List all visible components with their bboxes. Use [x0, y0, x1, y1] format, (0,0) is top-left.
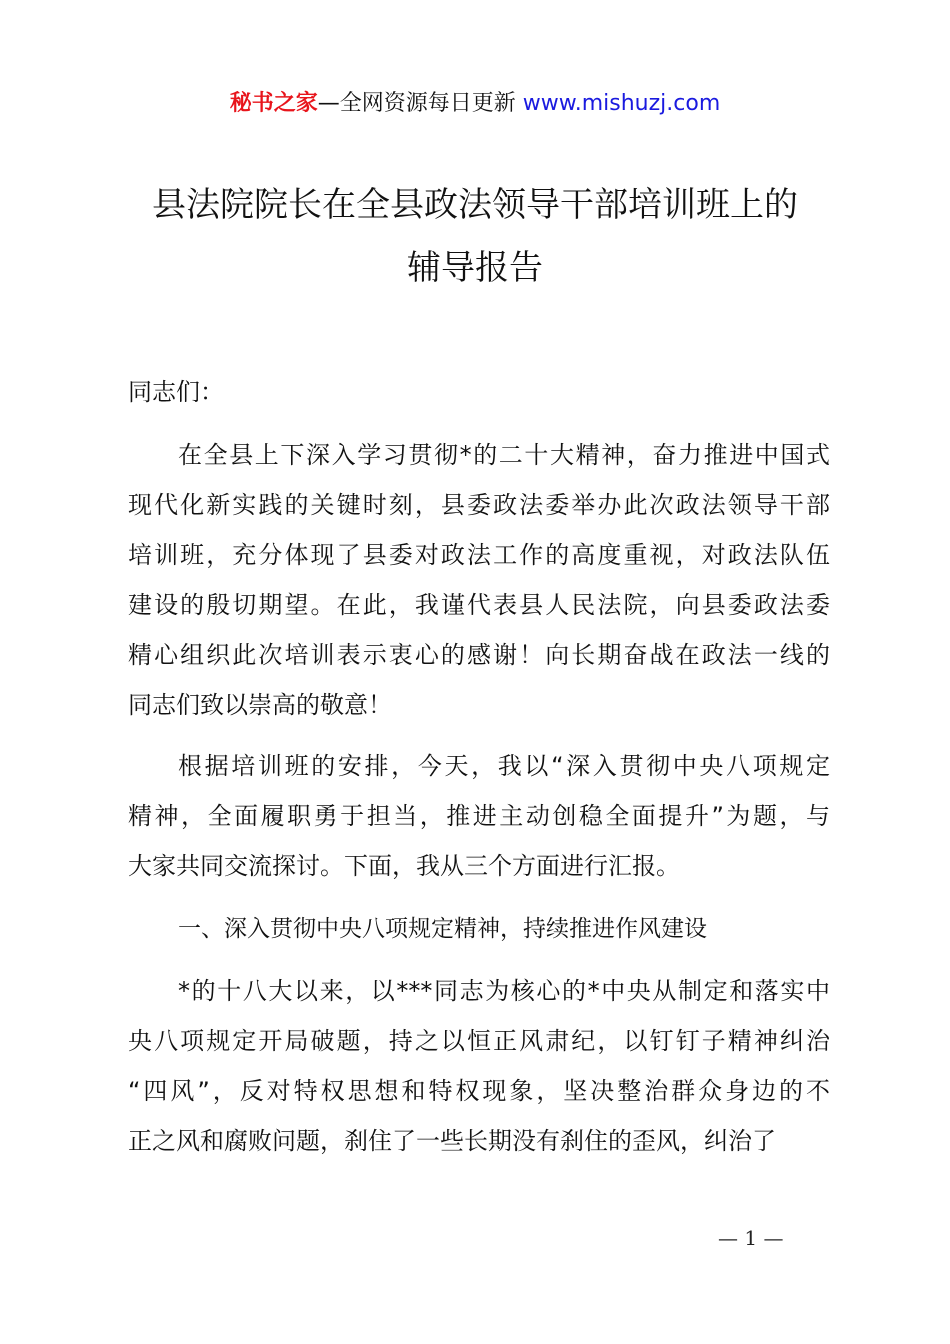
brand-name: 秘书之家 — [229, 91, 318, 116]
text-line: 培训班，充分体现了县委对政法工作的高度重视，对政法队伍 — [128, 541, 830, 569]
paragraph-body — [128, 966, 830, 1166]
text-line: 在全县上下深入学习贯彻*的二十大精神，奋力推进中国式 — [178, 441, 830, 469]
site-url-link[interactable]: www.mishuzj.com — [522, 91, 721, 116]
text-line: 正之风和腐败问题，刹住了一些长期没有刹住的歪风，纠治了 — [128, 1127, 776, 1155]
text-line: 现代化新实践的关键时刻，县委政法委举办此次政法领导干部 — [128, 491, 830, 519]
section-heading-1 — [128, 904, 830, 954]
text-line: 建设的殷切期望。在此，我谨代表县人民法院，向县委政法委 — [128, 591, 830, 619]
text-line: 精神，全面履职勇于担当，推进主动创稳全面提升”为题，与 — [128, 802, 830, 830]
text-line: 根据培训班的安排，今天，我以“深入贯彻中央八项规定 — [178, 752, 830, 780]
header-slogan: —全网资源每日更新 — [317, 91, 516, 116]
document-title-line-2: 辅导报告 — [407, 248, 543, 288]
page-number: — 1 — — [718, 1226, 784, 1250]
text-line: *的十八大以来，以***同志为核心的*中央从制定和落实中 — [178, 977, 830, 1005]
text-line: 同志们致以崇高的敬意！ — [128, 691, 392, 719]
paragraph-topic — [128, 741, 830, 891]
text-line: “四风”，反对特权思想和特权现象，坚决整治群众身边的不 — [128, 1077, 830, 1105]
paragraph-intro — [128, 430, 830, 730]
text-line: 一、深入贯彻中央八项规定精神，持续推进作风建设 — [178, 916, 707, 942]
salutation: 同志们： — [128, 378, 224, 406]
document-title-line-1: 县法院院长在全县政法领导干部培训班上的 — [152, 185, 798, 225]
text-line: 精心组织此次培训表示衷心的感谢！向长期奋战在政法一线的 — [128, 641, 830, 669]
text-line: 央八项规定开局破题，持之以恒正风肃纪，以钉钉子精神纠治 — [128, 1027, 830, 1055]
site-header — [0, 88, 950, 120]
text-line: 大家共同交流探讨。下面，我从三个方面进行汇报。 — [128, 852, 680, 880]
